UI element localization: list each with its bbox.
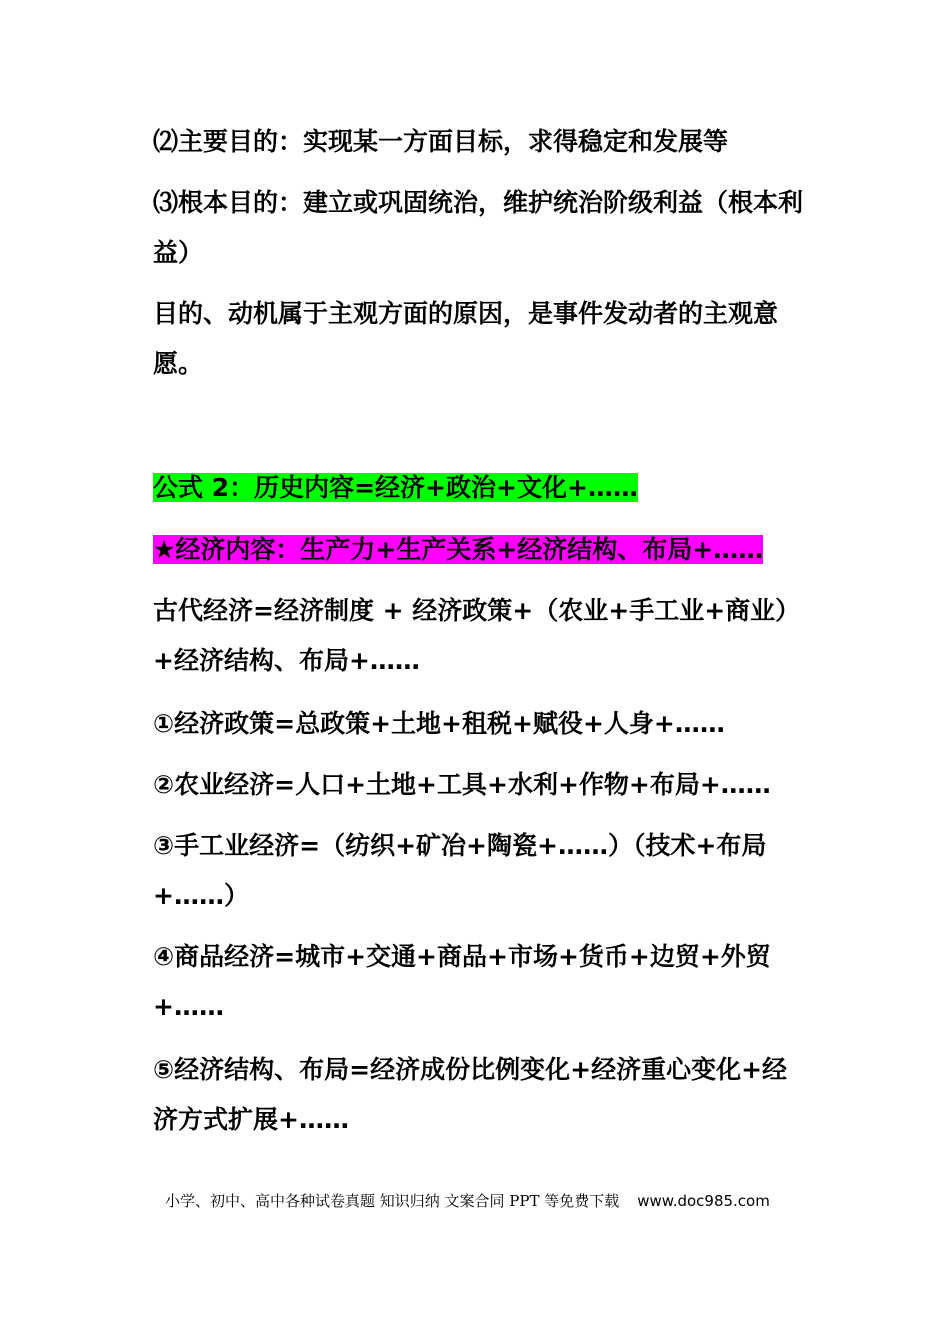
economic-content-text: ★经济内容：生产力+生产关系+经济结构、布局+…… [153,535,764,564]
paragraph-motive-note: 目的、动机属于主观方面的原因，是事件发动者的主观意愿。 [153,299,779,378]
paragraph-fundamental-purpose: ⑶根本目的：建立或巩固统治，维护统治阶级利益（根本利益） [153,188,804,267]
list-item-economic-policy: ①经济政策=总政策+土地+租税+赋役+人身+…… [153,709,725,738]
list-item-handicraft-economy: ③手工业经济=（纺织+矿冶+陶瓷+……）（技术+布局+……） [153,831,767,910]
formula-2-text: 公式 2：历史内容=经济+政治+文化+…… [153,473,638,502]
economic-content-heading [153,525,803,575]
list-item-commodity-economy: ④商品经济=城市+交通+商品+市场+货币+边贸+外贸+…… [153,942,771,1021]
list-item-economic-structure: ⑤经济结构、布局=经济成份比例变化+经济重心变化+经济方式扩展+…… [153,1055,788,1134]
footer-text: 小学、初中、高中各种试卷真题 知识归纳 文案合同 PPT 等免费下载 [165,1192,620,1210]
paragraph-ancient-economy: 古代经济=经济制度 + 经济政策+（农业+手工业+商业）+经济结构、布局+…… [153,596,801,675]
page-footer [165,1188,805,1214]
formula-2-heading [153,463,803,513]
list-item-agricultural-economy: ②农业经济=人口+土地+工具+水利+作物+布局+…… [153,770,771,799]
paragraph-main-purpose: ⑵主要目的：实现某一方面目标，求得稳定和发展等 [153,127,729,156]
footer-site-link[interactable]: www.doc985.com [637,1192,770,1210]
